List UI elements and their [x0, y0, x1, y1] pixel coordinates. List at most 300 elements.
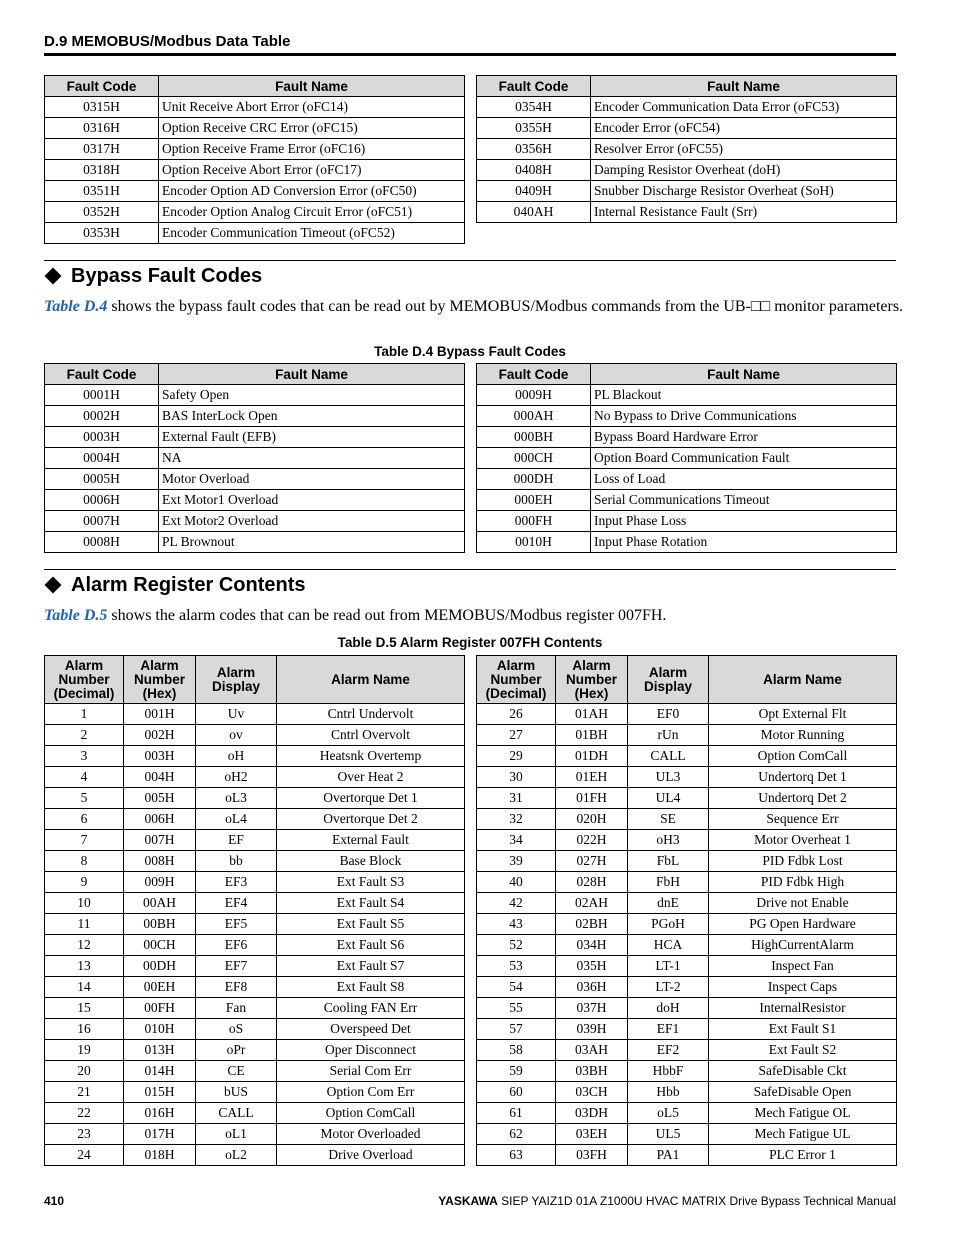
table-cell: 19 [45, 1040, 124, 1061]
table-row [45, 532, 465, 553]
table-row [477, 746, 897, 767]
table-cell: EF1 [628, 1019, 709, 1040]
table-cell: 00BH [124, 914, 196, 935]
table-cell: 001H [124, 704, 196, 725]
table-row [477, 97, 897, 118]
table-cell: 34 [477, 830, 556, 851]
table-cell: Input Phase Loss [591, 511, 897, 532]
table-cell: 000FH [477, 511, 591, 532]
column-header-fault-name: Fault Name [591, 76, 897, 97]
table-cell: PL Brownout [159, 532, 465, 553]
table-cell: 035H [556, 956, 628, 977]
table-row [477, 788, 897, 809]
table-cell: Option Com Err [277, 1082, 465, 1103]
table-cell: CALL [196, 1103, 277, 1124]
table-cell: 014H [124, 1061, 196, 1082]
table-cell: Ext Fault S5 [277, 914, 465, 935]
fault-code-table-left [44, 75, 465, 244]
table-row [477, 490, 897, 511]
table-cell: 0002H [45, 406, 159, 427]
table-cell: 000EH [477, 490, 591, 511]
bypass-fault-table-right [476, 363, 897, 553]
table-cell: UL3 [628, 767, 709, 788]
table-cell: Serial Com Err [277, 1061, 465, 1082]
table-cell: ov [196, 725, 277, 746]
table-cell: 034H [556, 935, 628, 956]
table-row [477, 427, 897, 448]
table-cell: 39 [477, 851, 556, 872]
table-row [45, 406, 465, 427]
table-cell: 53 [477, 956, 556, 977]
table-cell: 00CH [124, 935, 196, 956]
table-row [477, 469, 897, 490]
table-cell: dnE [628, 893, 709, 914]
table-row [477, 202, 897, 223]
table-cell: 002H [124, 725, 196, 746]
alarm-heading [44, 572, 306, 598]
table-cell: EF8 [196, 977, 277, 998]
table-cell: PLC Error 1 [709, 1145, 897, 1166]
table-cell: 0009H [477, 385, 591, 406]
table-row [477, 511, 897, 532]
table-cell: oL3 [196, 788, 277, 809]
table-row [45, 746, 465, 767]
table-cell: Drive not Enable [709, 893, 897, 914]
table-cell: 29 [477, 746, 556, 767]
table-row [477, 893, 897, 914]
table-row [45, 788, 465, 809]
table-cell: Over Heat 2 [277, 767, 465, 788]
table-cell: Hbb [628, 1082, 709, 1103]
table-cell: FbH [628, 872, 709, 893]
table-cell: 000AH [477, 406, 591, 427]
table-row [45, 977, 465, 998]
table-cell: 20 [45, 1061, 124, 1082]
table-cell: 57 [477, 1019, 556, 1040]
table-cell: 01AH [556, 704, 628, 725]
table-row [45, 181, 465, 202]
table-cell: Encoder Communication Timeout (oFC52) [159, 223, 465, 244]
table-row [45, 1145, 465, 1166]
table-cell: 03DH [556, 1103, 628, 1124]
bypass-description [44, 298, 904, 316]
table-cell: 03FH [556, 1145, 628, 1166]
table-cell: 010H [124, 1019, 196, 1040]
table-row [45, 767, 465, 788]
table-cell: Cooling FAN Err [277, 998, 465, 1019]
table-cell: 60 [477, 1082, 556, 1103]
table-cell: 9 [45, 872, 124, 893]
table-cell: 0001H [45, 385, 159, 406]
table-cell: Ext Fault S1 [709, 1019, 897, 1040]
bypass-fault-table-left [44, 363, 465, 553]
table-row [477, 1040, 897, 1061]
table-cell: 01BH [556, 725, 628, 746]
table-cell: Mech Fatigue UL [709, 1124, 897, 1145]
table-row [45, 118, 465, 139]
table-row [45, 469, 465, 490]
table-row [45, 139, 465, 160]
table-cell: SE [628, 809, 709, 830]
table-cell: 03EH [556, 1124, 628, 1145]
table-row [45, 725, 465, 746]
table-cell: External Fault (EFB) [159, 427, 465, 448]
table-row [45, 202, 465, 223]
table-cell: 00EH [124, 977, 196, 998]
bypass-description-text: shows the bypass fault codes that can be read out by MEMOBUS/Modbus commands from the UB-□□ monitor parameters. [107, 298, 904, 315]
table-cell: Opt External Flt [709, 704, 897, 725]
table-row [477, 851, 897, 872]
table-row [477, 809, 897, 830]
table-cell: Option Receive Frame Error (oFC16) [159, 139, 465, 160]
table-cell: 01FH [556, 788, 628, 809]
table-cell: Safety Open [159, 385, 465, 406]
table-cell: rUn [628, 725, 709, 746]
manual-title [438, 1194, 896, 1208]
table-cell: Ext Fault S8 [277, 977, 465, 998]
table-row [477, 704, 897, 725]
table-row [45, 1061, 465, 1082]
alarm-description [44, 607, 904, 625]
table-cell: No Bypass to Drive Communications [591, 406, 897, 427]
table-row [45, 1082, 465, 1103]
table-cell: 26 [477, 704, 556, 725]
table-cell: LT-2 [628, 977, 709, 998]
table-cell: Ext Motor2 Overload [159, 511, 465, 532]
table-cell: EF4 [196, 893, 277, 914]
divider [44, 260, 896, 261]
table-cell: 013H [124, 1040, 196, 1061]
column-header-fault-code: Fault Code [45, 364, 159, 385]
table-row [45, 427, 465, 448]
table-cell: Overspeed Det [277, 1019, 465, 1040]
table-cell: 027H [556, 851, 628, 872]
table-cell: Fan [196, 998, 277, 1019]
table-cell: 23 [45, 1124, 124, 1145]
table-cell: 01DH [556, 746, 628, 767]
table-d5-link[interactable]: Table D.5 [44, 607, 108, 624]
table-cell: PL Blackout [591, 385, 897, 406]
table-cell: 008H [124, 851, 196, 872]
table-row [477, 1124, 897, 1145]
table-cell: 009H [124, 872, 196, 893]
table-row [45, 998, 465, 1019]
table-cell: Option ComCall [277, 1103, 465, 1124]
table-cell: Option ComCall [709, 746, 897, 767]
table-cell: 40 [477, 872, 556, 893]
diamond-bullet-icon [45, 577, 62, 594]
table-cell: PG Open Hardware [709, 914, 897, 935]
table-cell: 0003H [45, 427, 159, 448]
table-cell: 63 [477, 1145, 556, 1166]
table-cell: 8 [45, 851, 124, 872]
table-cell: 42 [477, 893, 556, 914]
table-row [477, 956, 897, 977]
table-cell: oS [196, 1019, 277, 1040]
table-row [477, 1145, 897, 1166]
table-cell: oL2 [196, 1145, 277, 1166]
table-d4-link[interactable]: Table D.4 [44, 298, 108, 315]
table-cell: 00DH [124, 956, 196, 977]
table-cell: 017H [124, 1124, 196, 1145]
table-cell: 036H [556, 977, 628, 998]
table-cell: 0008H [45, 532, 159, 553]
table-cell: 61 [477, 1103, 556, 1124]
table-cell: PA1 [628, 1145, 709, 1166]
table-row [477, 181, 897, 202]
table-cell: UL5 [628, 1124, 709, 1145]
table-row [477, 977, 897, 998]
column-header-alarm-decimal: Alarm Number (Decimal) [477, 656, 556, 704]
table-row [477, 448, 897, 469]
table-row [45, 935, 465, 956]
table-cell: 4 [45, 767, 124, 788]
table-row [45, 704, 465, 725]
table-cell: 32 [477, 809, 556, 830]
page-number: 410 [44, 1194, 65, 1208]
table-row [45, 1019, 465, 1040]
table-row [477, 1082, 897, 1103]
table-cell: HCA [628, 935, 709, 956]
column-header-fault-code: Fault Code [477, 364, 591, 385]
table-row [477, 160, 897, 181]
table-row [45, 1103, 465, 1124]
table-cell: Inspect Caps [709, 977, 897, 998]
table-cell: 10 [45, 893, 124, 914]
table-cell: EF3 [196, 872, 277, 893]
table-cell: 52 [477, 935, 556, 956]
table-row [45, 490, 465, 511]
table-row [477, 872, 897, 893]
table-cell: Snubber Discharge Resistor Overheat (SoH) [591, 181, 897, 202]
section-header: D.9 MEMOBUS/Modbus Data Table [44, 33, 896, 56]
table-cell: 62 [477, 1124, 556, 1145]
table-cell: Damping Resistor Overheat (doH) [591, 160, 897, 181]
table-cell: 040AH [477, 202, 591, 223]
alarm-table-right [476, 655, 897, 1166]
table-cell: BAS InterLock Open [159, 406, 465, 427]
table-cell: 30 [477, 767, 556, 788]
table-row [45, 914, 465, 935]
table-cell: 0005H [45, 469, 159, 490]
table-cell: 54 [477, 977, 556, 998]
column-header-alarm-display: Alarm Display [196, 656, 277, 704]
table-cell: 007H [124, 830, 196, 851]
table-cell: Drive Overload [277, 1145, 465, 1166]
table-cell: oL4 [196, 809, 277, 830]
table-cell: Inspect Fan [709, 956, 897, 977]
table-cell: Option Receive CRC Error (oFC15) [159, 118, 465, 139]
table-cell: NA [159, 448, 465, 469]
table-row [45, 893, 465, 914]
table-cell: 01EH [556, 767, 628, 788]
table-row [477, 139, 897, 160]
table-cell: 15 [45, 998, 124, 1019]
table-cell: 037H [556, 998, 628, 1019]
table-cell: 31 [477, 788, 556, 809]
table-cell: Loss of Load [591, 469, 897, 490]
table-cell: Ext Fault S3 [277, 872, 465, 893]
table-cell: UL4 [628, 788, 709, 809]
table-row [477, 914, 897, 935]
table-cell: 006H [124, 809, 196, 830]
table-row [477, 532, 897, 553]
table-row [477, 406, 897, 427]
table-cell: 0006H [45, 490, 159, 511]
table-d4-caption: Table D.4 Bypass Fault Codes [374, 344, 566, 359]
table-row [45, 851, 465, 872]
table-cell: SafeDisable Open [709, 1082, 897, 1103]
table-cell: Undertorq Det 2 [709, 788, 897, 809]
alarm-heading-text: Alarm Register Contents [71, 573, 306, 596]
table-cell: 0315H [45, 97, 159, 118]
alarm-table-left [44, 655, 465, 1166]
table-cell: oL1 [196, 1124, 277, 1145]
table-cell: 0007H [45, 511, 159, 532]
table-cell: 03CH [556, 1082, 628, 1103]
table-row [45, 830, 465, 851]
column-header-alarm-hex: Alarm Number (Hex) [124, 656, 196, 704]
table-d5-caption: Table D.5 Alarm Register 007FH Contents [337, 635, 603, 650]
table-cell: 00FH [124, 998, 196, 1019]
table-cell: 020H [556, 809, 628, 830]
table-cell: Option Board Communication Fault [591, 448, 897, 469]
table-cell: CALL [628, 746, 709, 767]
table-cell: 11 [45, 914, 124, 935]
table-cell: 22 [45, 1103, 124, 1124]
table-cell: 0408H [477, 160, 591, 181]
table-cell: oPr [196, 1040, 277, 1061]
column-header-alarm-name: Alarm Name [277, 656, 465, 704]
table-cell: 03AH [556, 1040, 628, 1061]
table-cell: Ext Fault S4 [277, 893, 465, 914]
table-cell: Encoder Option Analog Circuit Error (oFC51) [159, 202, 465, 223]
fault-code-table-right [476, 75, 897, 223]
table-cell: 14 [45, 977, 124, 998]
table-cell: 58 [477, 1040, 556, 1061]
table-cell: PID Fdbk Lost [709, 851, 897, 872]
table-cell: EF6 [196, 935, 277, 956]
table-cell: PGoH [628, 914, 709, 935]
table-row [45, 385, 465, 406]
table-cell: 022H [556, 830, 628, 851]
column-header-alarm-name: Alarm Name [709, 656, 897, 704]
table-row [477, 935, 897, 956]
table-row [45, 872, 465, 893]
table-cell: Ext Motor1 Overload [159, 490, 465, 511]
table-cell: Ext Fault S7 [277, 956, 465, 977]
table-cell: 0356H [477, 139, 591, 160]
table-cell: 005H [124, 788, 196, 809]
table-cell: 0004H [45, 448, 159, 469]
table-cell: Resolver Error (oFC55) [591, 139, 897, 160]
table-cell: Ext Fault S2 [709, 1040, 897, 1061]
table-cell: Motor Overloaded [277, 1124, 465, 1145]
table-cell: EF0 [628, 704, 709, 725]
table-cell: 03BH [556, 1061, 628, 1082]
bypass-heading-text: Bypass Fault Codes [71, 264, 263, 287]
table-cell: Option Receive Abort Error (oFC17) [159, 160, 465, 181]
column-header-alarm-display: Alarm Display [628, 656, 709, 704]
table-cell: PID Fdbk High [709, 872, 897, 893]
table-cell: 000BH [477, 427, 591, 448]
table-cell: FbL [628, 851, 709, 872]
table-cell: oL5 [628, 1103, 709, 1124]
table-row [45, 448, 465, 469]
table-cell: 7 [45, 830, 124, 851]
table-cell: 0353H [45, 223, 159, 244]
table-cell: Uv [196, 704, 277, 725]
table-row [45, 809, 465, 830]
table-cell: 3 [45, 746, 124, 767]
table-cell: EF2 [628, 1040, 709, 1061]
table-cell: 16 [45, 1019, 124, 1040]
table-cell: SafeDisable Ckt [709, 1061, 897, 1082]
column-header-fault-name: Fault Name [591, 364, 897, 385]
table-cell: Base Block [277, 851, 465, 872]
table-cell: HighCurrentAlarm [709, 935, 897, 956]
table-cell: doH [628, 998, 709, 1019]
table-cell: HbbF [628, 1061, 709, 1082]
table-cell: External Fault [277, 830, 465, 851]
table-cell: 0409H [477, 181, 591, 202]
table-row [477, 998, 897, 1019]
column-header-fault-code: Fault Code [45, 76, 159, 97]
table-cell: 5 [45, 788, 124, 809]
bypass-heading [44, 263, 262, 289]
alarm-description-text: shows the alarm codes that can be read out from MEMOBUS/Modbus register 007FH. [107, 607, 667, 624]
table-cell: 000DH [477, 469, 591, 490]
table-cell: Motor Overload [159, 469, 465, 490]
table-cell: EF7 [196, 956, 277, 977]
table-cell: Cntrl Undervolt [277, 704, 465, 725]
table-row [45, 1124, 465, 1145]
table-cell: Mech Fatigue OL [709, 1103, 897, 1124]
table-cell: 55 [477, 998, 556, 1019]
column-header-alarm-decimal: Alarm Number (Decimal) [45, 656, 124, 704]
table-cell: 016H [124, 1103, 196, 1124]
brand-name: YASKAWA [438, 1194, 498, 1208]
table-cell: Encoder Communication Data Error (oFC53) [591, 97, 897, 118]
table-cell: 0354H [477, 97, 591, 118]
table-row [477, 385, 897, 406]
table-cell: 21 [45, 1082, 124, 1103]
table-cell: 0352H [45, 202, 159, 223]
table-cell: 015H [124, 1082, 196, 1103]
table-cell: 13 [45, 956, 124, 977]
table-cell: 6 [45, 809, 124, 830]
table-cell: 028H [556, 872, 628, 893]
table-row [477, 830, 897, 851]
table-cell: Encoder Option AD Conversion Error (oFC50) [159, 181, 465, 202]
table-row [477, 1061, 897, 1082]
table-cell: oH [196, 746, 277, 767]
table-cell: 003H [124, 746, 196, 767]
table-cell: Overtorque Det 1 [277, 788, 465, 809]
table-cell: 0316H [45, 118, 159, 139]
table-row [45, 223, 465, 244]
table-cell: EF [196, 830, 277, 851]
table-cell: Heatsnk Overtemp [277, 746, 465, 767]
table-row [45, 956, 465, 977]
table-row [45, 160, 465, 181]
table-cell: 43 [477, 914, 556, 935]
table-cell: 0010H [477, 532, 591, 553]
table-cell: 2 [45, 725, 124, 746]
table-cell: LT-1 [628, 956, 709, 977]
table-cell: bUS [196, 1082, 277, 1103]
column-header-alarm-hex: Alarm Number (Hex) [556, 656, 628, 704]
